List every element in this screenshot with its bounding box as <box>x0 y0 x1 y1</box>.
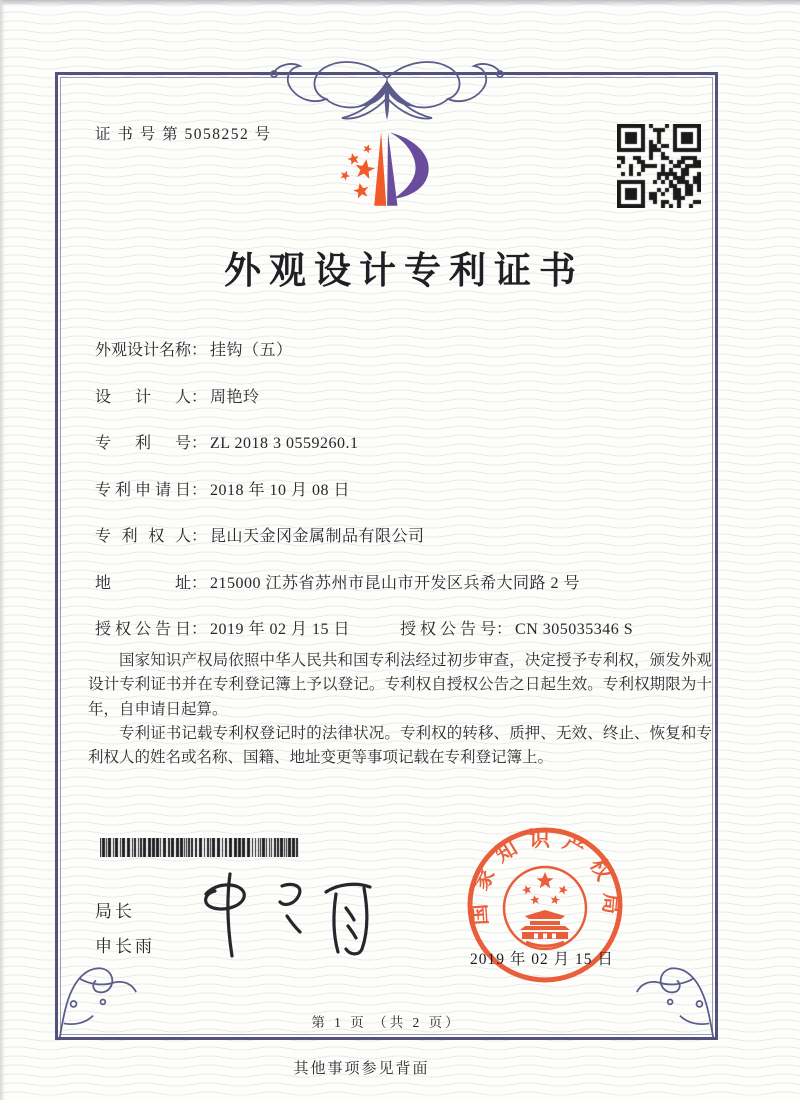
field-label: 授权公告日 <box>95 621 191 638</box>
director-role-label: 局长 <box>95 902 135 921</box>
scan-edge-shadow-left <box>0 0 5 1100</box>
field-label: 外观设计名称 <box>95 342 192 359</box>
legal-paragraphs <box>88 649 712 770</box>
field-value: 2018 年 10 月 08 日 <box>210 481 351 499</box>
field-row-address <box>95 570 715 617</box>
field-label: 专利号 <box>95 435 191 452</box>
field-row-patent-no <box>95 430 715 477</box>
field-colon: ： <box>191 481 208 499</box>
field-colon: ： <box>496 621 513 638</box>
field-colon: ： <box>191 621 208 638</box>
field-label: 专利申请日 <box>95 481 191 499</box>
field-row-designer <box>95 384 715 431</box>
field-row-filing-date <box>95 477 715 524</box>
field-value: 215000 江苏省苏州市昆山市开发区兵希大同路 2 号 <box>210 574 581 592</box>
field-colon: ： <box>191 528 208 545</box>
field-colon: ： <box>191 342 208 359</box>
seal-date: 2019 年 02 月 15 日 <box>470 951 614 968</box>
legal-paragraph-2: 专利证书记载专利权登记时的法律状况。专利权的转移、质押、无效、终止、恢复和专利权人的姓名或名称、国籍、地址变更等事项记载在专利登记簿上。 <box>88 724 712 767</box>
legal-paragraph-1: 国家知识产权局依照中华人民共和国专利法经过初步审查，决定授予专利权，颁发外观设计专利证书并在专利登记簿上予以登记。专利权自授权公告之日起生效。专利权期限为十年，自申请日起算。 <box>88 652 712 718</box>
certificate-number: 证 书 号 第 5058252 号 <box>95 126 272 143</box>
field-colon: ： <box>191 574 208 592</box>
certificate-fields <box>95 337 715 663</box>
field-value: 2019 年 02 月 15 日 <box>210 621 351 638</box>
field-value: ZL 2018 3 0559260.1 <box>210 435 359 452</box>
qr-code <box>617 124 701 208</box>
field-value: 昆山天金冈金属制品有限公司 <box>210 528 425 545</box>
field-label: 授权公告号 <box>400 621 496 638</box>
director-signature-icon <box>190 860 400 965</box>
field-value: 周艳玲 <box>210 388 260 406</box>
field-label: 地址 <box>95 574 191 592</box>
field-value: 挂钩（五） <box>210 342 293 359</box>
field-label: 设计人 <box>95 388 191 406</box>
footer-note: 其他事项参见背面 <box>293 1061 430 1077</box>
scan-edge-shadow <box>0 0 800 6</box>
field-colon: ： <box>191 435 208 452</box>
page-number: 第 1 页 （共 2 页） <box>311 1015 462 1030</box>
field-label: 专利权人 <box>95 528 191 545</box>
director-name-label: 申长雨 <box>95 937 155 956</box>
cnipa-logo-icon <box>326 114 481 232</box>
field-row-patentee <box>95 523 715 570</box>
grant-date-pair <box>95 616 400 639</box>
field-colon: ： <box>191 388 208 406</box>
svg-text:国家知识产权局: 国家知识产权局 <box>466 827 624 926</box>
field-row-design-name <box>95 337 715 384</box>
barcode <box>100 838 300 857</box>
certificate-title: 外观设计专利证书 <box>224 251 584 292</box>
field-value: CN 305035346 S <box>515 621 634 638</box>
